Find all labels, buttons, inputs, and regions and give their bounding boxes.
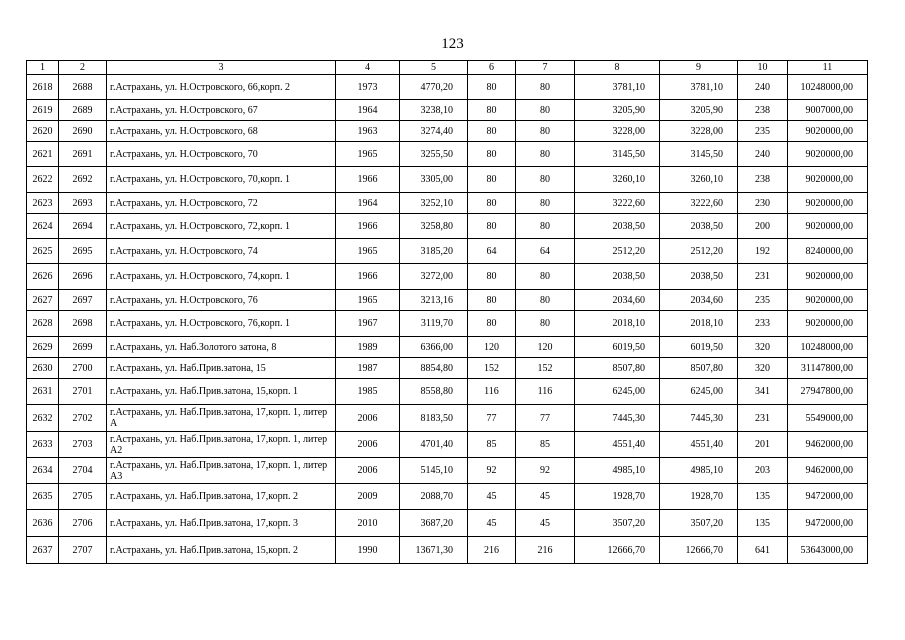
id-cell: 2697 (59, 290, 107, 311)
amount-cell: 9020000,00 (788, 142, 868, 167)
id-cell: 2690 (59, 121, 107, 142)
col10-cell: 235 (738, 290, 788, 311)
amount-cell: 9462000,00 (788, 458, 868, 484)
amount-cell: 5549000,00 (788, 405, 868, 432)
area-cell: 8183,50 (400, 405, 468, 432)
table-row (27, 405, 868, 432)
col9-cell: 2018,10 (660, 311, 738, 337)
row-number-cell: 2633 (27, 432, 59, 458)
col7-cell: 152 (516, 358, 575, 379)
year-cell: 1964 (336, 100, 400, 121)
table-row (27, 100, 868, 121)
row-number-cell: 2626 (27, 264, 59, 290)
table-row (27, 264, 868, 290)
table-row (27, 142, 868, 167)
housing-registry-table (26, 60, 868, 564)
amount-cell: 9020000,00 (788, 121, 868, 142)
col9-cell: 1928,70 (660, 484, 738, 510)
col6-cell: 64 (468, 239, 516, 264)
id-cell: 2701 (59, 379, 107, 405)
id-cell: 2688 (59, 75, 107, 100)
col7-cell: 80 (516, 214, 575, 239)
column-header: 4 (336, 61, 400, 75)
year-cell: 2010 (336, 510, 400, 537)
col6-cell: 85 (468, 432, 516, 458)
col10-cell: 230 (738, 193, 788, 214)
col9-cell: 3781,10 (660, 75, 738, 100)
col10-cell: 235 (738, 121, 788, 142)
amount-cell: 10248000,00 (788, 75, 868, 100)
col8-cell: 7445,30 (575, 405, 660, 432)
id-cell: 2689 (59, 100, 107, 121)
table-row (27, 193, 868, 214)
address-cell: г.Астрахань, ул. Наб.Прив.затона, 17,корп. 1, литер А3 (107, 458, 336, 484)
area-cell: 3119,70 (400, 311, 468, 337)
col6-cell: 80 (468, 193, 516, 214)
col6-cell: 80 (468, 121, 516, 142)
area-cell: 3255,50 (400, 142, 468, 167)
column-header: 1 (27, 61, 59, 75)
year-cell: 1966 (336, 214, 400, 239)
amount-cell: 9472000,00 (788, 484, 868, 510)
column-header: 9 (660, 61, 738, 75)
year-cell: 1964 (336, 193, 400, 214)
table-row (27, 337, 868, 358)
col8-cell: 3781,10 (575, 75, 660, 100)
amount-cell: 9020000,00 (788, 193, 868, 214)
col10-cell: 641 (738, 537, 788, 564)
col8-cell: 2038,50 (575, 264, 660, 290)
col6-cell: 80 (468, 311, 516, 337)
table-row (27, 510, 868, 537)
row-number-cell: 2635 (27, 484, 59, 510)
column-header: 10 (738, 61, 788, 75)
id-cell: 2693 (59, 193, 107, 214)
address-cell: г.Астрахань, ул. Н.Островского, 74 (107, 239, 336, 264)
table-row (27, 75, 868, 100)
address-cell: г.Астрахань, ул. Н.Островского, 70,корп. 1 (107, 167, 336, 193)
area-cell: 2088,70 (400, 484, 468, 510)
col8-cell: 3205,90 (575, 100, 660, 121)
col7-cell: 80 (516, 100, 575, 121)
address-cell: г.Астрахань, ул. Н.Островского, 72,корп. 1 (107, 214, 336, 239)
col7-cell: 80 (516, 264, 575, 290)
address-cell: г.Астрахань, ул. Н.Островского, 72 (107, 193, 336, 214)
col10-cell: 201 (738, 432, 788, 458)
column-header: 6 (468, 61, 516, 75)
address-cell: г.Астрахань, ул. Наб.Прив.затона, 17,корп. 3 (107, 510, 336, 537)
col6-cell: 80 (468, 214, 516, 239)
area-cell: 8854,80 (400, 358, 468, 379)
amount-cell: 31147800,00 (788, 358, 868, 379)
area-cell: 8558,80 (400, 379, 468, 405)
col10-cell: 135 (738, 510, 788, 537)
table-row (27, 537, 868, 564)
col7-cell: 80 (516, 290, 575, 311)
area-cell: 3272,00 (400, 264, 468, 290)
col9-cell: 3228,00 (660, 121, 738, 142)
col6-cell: 152 (468, 358, 516, 379)
col6-cell: 120 (468, 337, 516, 358)
year-cell: 1987 (336, 358, 400, 379)
table-row (27, 358, 868, 379)
col7-cell: 80 (516, 167, 575, 193)
amount-cell: 9020000,00 (788, 311, 868, 337)
id-cell: 2696 (59, 264, 107, 290)
col9-cell: 2512,20 (660, 239, 738, 264)
col7-cell: 80 (516, 142, 575, 167)
row-number-cell: 2624 (27, 214, 59, 239)
address-cell: г.Астрахань, ул. Н.Островского, 74,корп. 1 (107, 264, 336, 290)
col8-cell: 4551,40 (575, 432, 660, 458)
col7-cell: 92 (516, 458, 575, 484)
col10-cell: 240 (738, 142, 788, 167)
col8-cell: 6019,50 (575, 337, 660, 358)
column-header: 3 (107, 61, 336, 75)
address-cell: г.Астрахань, ул. Н.Островского, 76,корп. 1 (107, 311, 336, 337)
address-cell: г.Астрахань, ул. Н.Островского, 67 (107, 100, 336, 121)
col6-cell: 80 (468, 142, 516, 167)
year-cell: 2006 (336, 458, 400, 484)
col6-cell: 116 (468, 379, 516, 405)
col9-cell: 2038,50 (660, 214, 738, 239)
col6-cell: 80 (468, 167, 516, 193)
col6-cell: 80 (468, 290, 516, 311)
col7-cell: 120 (516, 337, 575, 358)
row-number-cell: 2623 (27, 193, 59, 214)
col10-cell: 238 (738, 167, 788, 193)
column-header: 2 (59, 61, 107, 75)
address-cell: г.Астрахань, ул. Наб.Прив.затона, 17,корп. 1, литер А (107, 405, 336, 432)
col7-cell: 85 (516, 432, 575, 458)
col7-cell: 77 (516, 405, 575, 432)
id-cell: 2703 (59, 432, 107, 458)
col8-cell: 3260,10 (575, 167, 660, 193)
row-number-cell: 2627 (27, 290, 59, 311)
row-number-cell: 2637 (27, 537, 59, 564)
id-cell: 2706 (59, 510, 107, 537)
row-number-cell: 2628 (27, 311, 59, 337)
area-cell: 6366,00 (400, 337, 468, 358)
table-body (27, 75, 868, 564)
col9-cell: 8507,80 (660, 358, 738, 379)
address-cell: г.Астрахань, ул. Наб.Прив.затона, 17,корп. 1, литер А2 (107, 432, 336, 458)
year-cell: 1963 (336, 121, 400, 142)
year-cell: 2006 (336, 405, 400, 432)
col8-cell: 12666,70 (575, 537, 660, 564)
id-cell: 2699 (59, 337, 107, 358)
col7-cell: 64 (516, 239, 575, 264)
amount-cell: 9020000,00 (788, 264, 868, 290)
address-cell: г.Астрахань, ул. Н.Островского, 70 (107, 142, 336, 167)
row-number-cell: 2630 (27, 358, 59, 379)
col10-cell: 231 (738, 264, 788, 290)
table-row (27, 214, 868, 239)
address-cell: г.Астрахань, ул. Наб.Прив.затона, 15,корп. 1 (107, 379, 336, 405)
col7-cell: 45 (516, 484, 575, 510)
column-header: 8 (575, 61, 660, 75)
address-cell: г.Астрахань, ул. Наб.Золотого затона, 8 (107, 337, 336, 358)
col6-cell: 77 (468, 405, 516, 432)
col6-cell: 80 (468, 75, 516, 100)
col10-cell: 200 (738, 214, 788, 239)
area-cell: 3305,00 (400, 167, 468, 193)
row-number-cell: 2625 (27, 239, 59, 264)
area-cell: 13671,30 (400, 537, 468, 564)
amount-cell: 9020000,00 (788, 167, 868, 193)
year-cell: 1965 (336, 142, 400, 167)
col8-cell: 2034,60 (575, 290, 660, 311)
year-cell: 2006 (336, 432, 400, 458)
year-cell: 1965 (336, 239, 400, 264)
column-header: 5 (400, 61, 468, 75)
amount-cell: 9472000,00 (788, 510, 868, 537)
table-row (27, 167, 868, 193)
address-cell: г.Астрахань, ул. Н.Островского, 76 (107, 290, 336, 311)
year-cell: 1966 (336, 167, 400, 193)
area-cell: 4770,20 (400, 75, 468, 100)
col7-cell: 80 (516, 193, 575, 214)
row-number-cell: 2618 (27, 75, 59, 100)
col8-cell: 3222,60 (575, 193, 660, 214)
col10-cell: 341 (738, 379, 788, 405)
area-cell: 3258,80 (400, 214, 468, 239)
amount-cell: 9462000,00 (788, 432, 868, 458)
col8-cell: 2038,50 (575, 214, 660, 239)
col8-cell: 3145,50 (575, 142, 660, 167)
amount-cell: 8240000,00 (788, 239, 868, 264)
col9-cell: 12666,70 (660, 537, 738, 564)
row-number-cell: 2629 (27, 337, 59, 358)
col8-cell: 8507,80 (575, 358, 660, 379)
row-number-cell: 2619 (27, 100, 59, 121)
col9-cell: 6019,50 (660, 337, 738, 358)
area-cell: 3252,10 (400, 193, 468, 214)
col10-cell: 135 (738, 484, 788, 510)
col10-cell: 240 (738, 75, 788, 100)
page-number: 123 (441, 36, 464, 52)
address-cell: г.Астрахань, ул. Н.Островского, 66,корп. 2 (107, 75, 336, 100)
area-cell: 4701,40 (400, 432, 468, 458)
amount-cell: 9020000,00 (788, 214, 868, 239)
col10-cell: 238 (738, 100, 788, 121)
col9-cell: 2038,50 (660, 264, 738, 290)
area-cell: 3274,40 (400, 121, 468, 142)
year-cell: 1966 (336, 264, 400, 290)
col7-cell: 80 (516, 121, 575, 142)
address-cell: г.Астрахань, ул. Наб.Прив.затона, 15,корп. 2 (107, 537, 336, 564)
col10-cell: 192 (738, 239, 788, 264)
year-cell: 1985 (336, 379, 400, 405)
col10-cell: 320 (738, 358, 788, 379)
col8-cell: 2512,20 (575, 239, 660, 264)
row-number-cell: 2621 (27, 142, 59, 167)
col8-cell: 6245,00 (575, 379, 660, 405)
row-number-cell: 2620 (27, 121, 59, 142)
id-cell: 2695 (59, 239, 107, 264)
id-cell: 2704 (59, 458, 107, 484)
id-cell: 2692 (59, 167, 107, 193)
id-cell: 2705 (59, 484, 107, 510)
col9-cell: 3145,50 (660, 142, 738, 167)
area-cell: 3238,10 (400, 100, 468, 121)
id-cell: 2698 (59, 311, 107, 337)
table-row (27, 379, 868, 405)
col7-cell: 216 (516, 537, 575, 564)
col6-cell: 80 (468, 264, 516, 290)
col6-cell: 92 (468, 458, 516, 484)
table-row (27, 432, 868, 458)
amount-cell: 27947800,00 (788, 379, 868, 405)
col7-cell: 80 (516, 75, 575, 100)
col8-cell: 1928,70 (575, 484, 660, 510)
col8-cell: 2018,10 (575, 311, 660, 337)
amount-cell: 9020000,00 (788, 290, 868, 311)
table-row (27, 458, 868, 484)
year-cell: 1973 (336, 75, 400, 100)
year-cell: 2009 (336, 484, 400, 510)
area-cell: 5145,10 (400, 458, 468, 484)
col6-cell: 45 (468, 484, 516, 510)
col6-cell: 45 (468, 510, 516, 537)
address-cell: г.Астрахань, ул. Н.Островского, 68 (107, 121, 336, 142)
col9-cell: 6245,00 (660, 379, 738, 405)
id-cell: 2694 (59, 214, 107, 239)
area-cell: 3213,16 (400, 290, 468, 311)
col9-cell: 3222,60 (660, 193, 738, 214)
row-number-cell: 2622 (27, 167, 59, 193)
address-cell: г.Астрахань, ул. Наб.Прив.затона, 17,корп. 2 (107, 484, 336, 510)
col7-cell: 116 (516, 379, 575, 405)
col9-cell: 4985,10 (660, 458, 738, 484)
col6-cell: 80 (468, 100, 516, 121)
col10-cell: 203 (738, 458, 788, 484)
id-cell: 2707 (59, 537, 107, 564)
col9-cell: 2034,60 (660, 290, 738, 311)
col7-cell: 45 (516, 510, 575, 537)
col9-cell: 3205,90 (660, 100, 738, 121)
header-row (27, 61, 868, 75)
row-number-cell: 2631 (27, 379, 59, 405)
col9-cell: 3507,20 (660, 510, 738, 537)
col9-cell: 7445,30 (660, 405, 738, 432)
table-row (27, 239, 868, 264)
id-cell: 2691 (59, 142, 107, 167)
area-cell: 3687,20 (400, 510, 468, 537)
table-row (27, 311, 868, 337)
year-cell: 1990 (336, 537, 400, 564)
year-cell: 1967 (336, 311, 400, 337)
amount-cell: 53643000,00 (788, 537, 868, 564)
id-cell: 2700 (59, 358, 107, 379)
col6-cell: 216 (468, 537, 516, 564)
col7-cell: 80 (516, 311, 575, 337)
col10-cell: 233 (738, 311, 788, 337)
col8-cell: 3228,00 (575, 121, 660, 142)
col9-cell: 3260,10 (660, 167, 738, 193)
column-header: 11 (788, 61, 868, 75)
column-header: 7 (516, 61, 575, 75)
col10-cell: 231 (738, 405, 788, 432)
year-cell: 1989 (336, 337, 400, 358)
col8-cell: 3507,20 (575, 510, 660, 537)
amount-cell: 9007000,00 (788, 100, 868, 121)
address-cell: г.Астрахань, ул. Наб.Прив.затона, 15 (107, 358, 336, 379)
row-number-cell: 2634 (27, 458, 59, 484)
col8-cell: 4985,10 (575, 458, 660, 484)
table-row (27, 484, 868, 510)
row-number-cell: 2632 (27, 405, 59, 432)
year-cell: 1965 (336, 290, 400, 311)
table-row (27, 121, 868, 142)
area-cell: 3185,20 (400, 239, 468, 264)
table-row (27, 290, 868, 311)
amount-cell: 10248000,00 (788, 337, 868, 358)
row-number-cell: 2636 (27, 510, 59, 537)
col9-cell: 4551,40 (660, 432, 738, 458)
id-cell: 2702 (59, 405, 107, 432)
col10-cell: 320 (738, 337, 788, 358)
